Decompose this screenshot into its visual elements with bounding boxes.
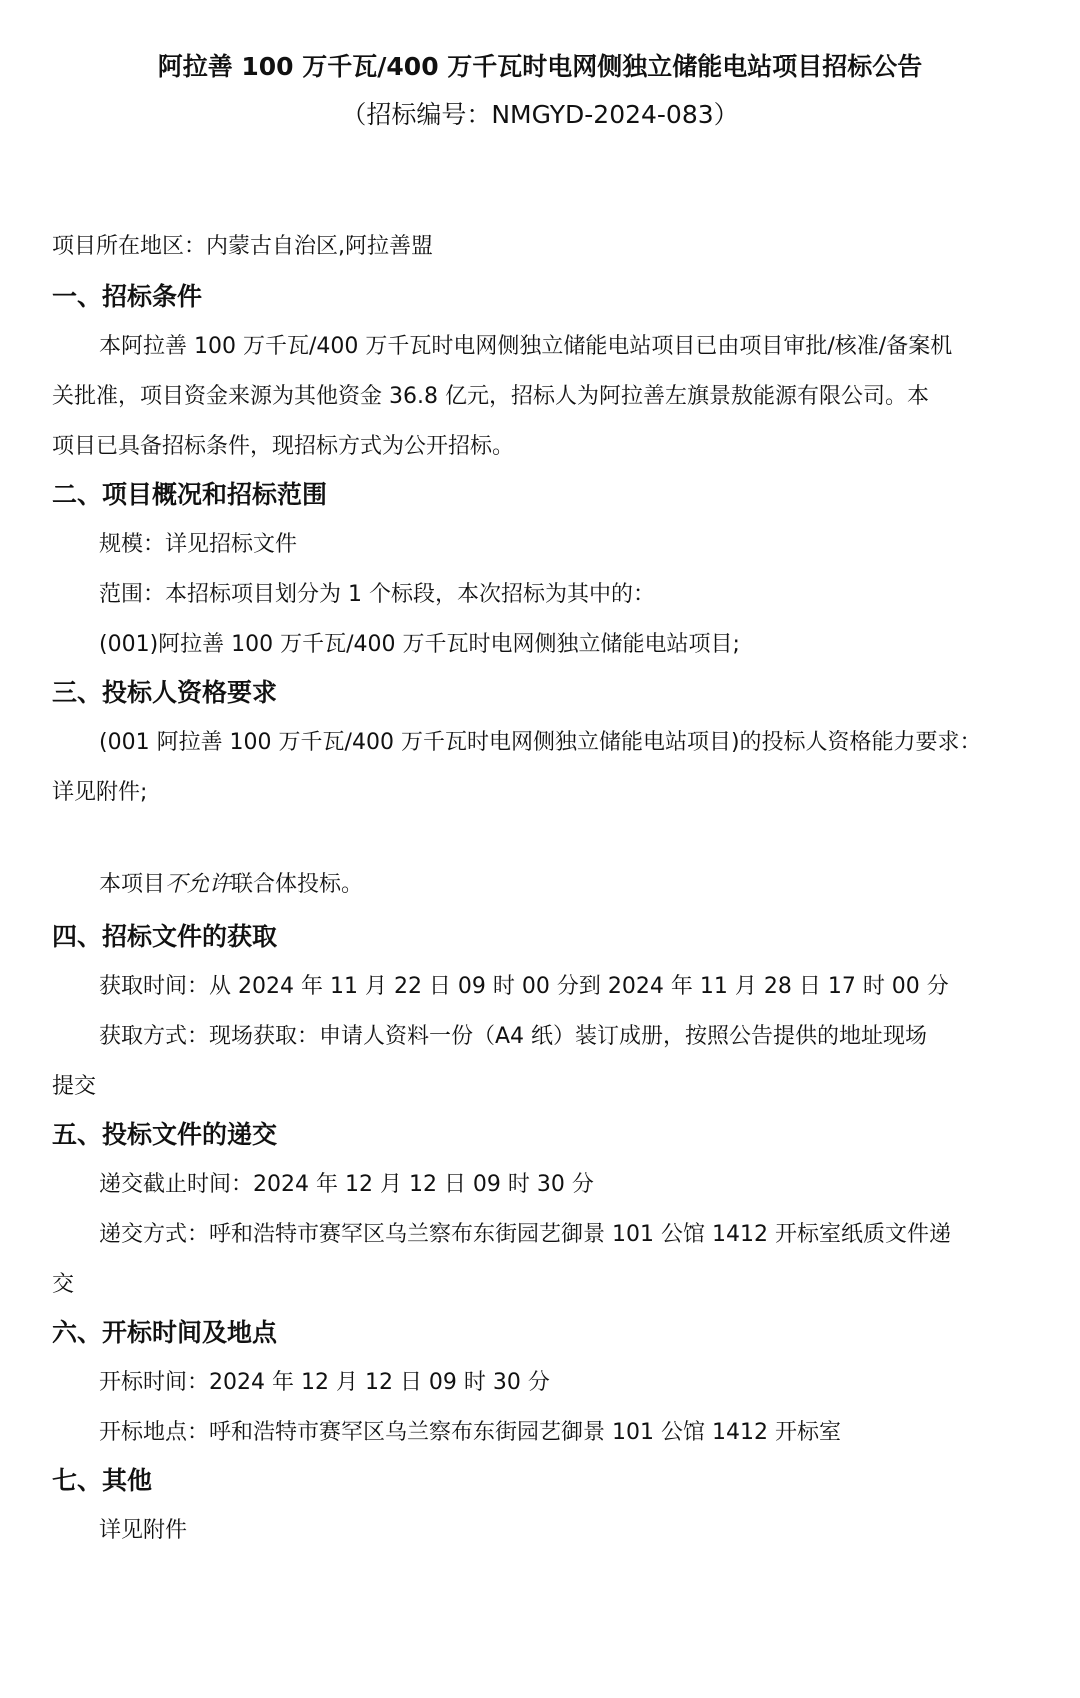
document-title: 阿拉善 100 万千瓦/400 万千瓦时电网侧独立储能电站项目招标公告 [157, 52, 923, 81]
section-6-place: 开标地点：呼和浩特市赛罕区乌兰察布东街园艺御景 101 公馆 1412 开标室 [99, 1420, 841, 1445]
section-5-method: 交 [52, 1272, 75, 1297]
section-5-method: 递交方式：呼和浩特市赛罕区乌兰察布东街园艺御景 101 公馆 1412 开标室纸质文件递 [99, 1222, 951, 1247]
section-3-consortium [99, 870, 363, 900]
section-4-method: 提交 [52, 1074, 97, 1099]
section-2-heading: 二、项目概况和招标范围 [52, 480, 328, 509]
project-location: 项目所在地区：内蒙古自治区,阿拉善盟 [52, 234, 433, 259]
section-7-text: 详见附件 [99, 1518, 188, 1543]
section-3-requirement: (001 阿拉善 100 万千瓦/400 万千瓦时电网侧独立储能电站项目)的投标人资格能力要求： [99, 730, 982, 755]
section-3-requirement: 详见附件; [52, 780, 148, 805]
consortium-suffix: 联合体投标。 [231, 872, 364, 897]
section-5-deadline: 递交截止时间：2024 年 12 月 12 日 09 时 30 分 [99, 1172, 594, 1197]
section-4-time: 获取时间：从 2024 年 11 月 22 日 09 时 00 分到 2024 年 11 月 28 日 17 时 00 分 [99, 974, 949, 999]
section-6-time: 开标时间：2024 年 12 月 12 日 09 时 30 分 [99, 1370, 550, 1395]
section-2-scale: 规模：详见招标文件 [99, 532, 298, 557]
section-1-line: 关批准，项目资金来源为其他资金 36.8 亿元，招标人为阿拉善左旗景敖能源有限公司。本 [52, 384, 929, 409]
tender-number: （招标编号：NMGYD-2024-083） [341, 100, 739, 129]
section-1-line: 本阿拉善 100 万千瓦/400 万千瓦时电网侧独立储能电站项目已由项目审批/核准/备案机 [99, 334, 953, 359]
section-6-heading: 六、开标时间及地点 [52, 1318, 278, 1347]
section-7-heading: 七、其他 [52, 1466, 153, 1495]
section-1-heading: 一、招标条件 [52, 282, 203, 311]
section-3-heading: 三、投标人资格要求 [52, 678, 278, 707]
consortium-prefix: 本项目 [99, 872, 166, 897]
section-4-heading: 四、招标文件的获取 [52, 922, 278, 951]
section-2-lot: (001)阿拉善 100 万千瓦/400 万千瓦时电网侧独立储能电站项目; [99, 632, 740, 657]
section-2-scope: 范围：本招标项目划分为 1 个标段，本次招标为其中的： [99, 582, 655, 607]
section-4-method: 获取方式：现场获取：申请人资料一份（A4 纸）装订成册，按照公告提供的地址现场 [99, 1024, 928, 1049]
section-5-heading: 五、投标文件的递交 [52, 1120, 278, 1149]
consortium-emphasis: 不允许 [165, 872, 232, 897]
section-1-line: 项目已具备招标条件，现招标方式为公开招标。 [52, 434, 515, 459]
